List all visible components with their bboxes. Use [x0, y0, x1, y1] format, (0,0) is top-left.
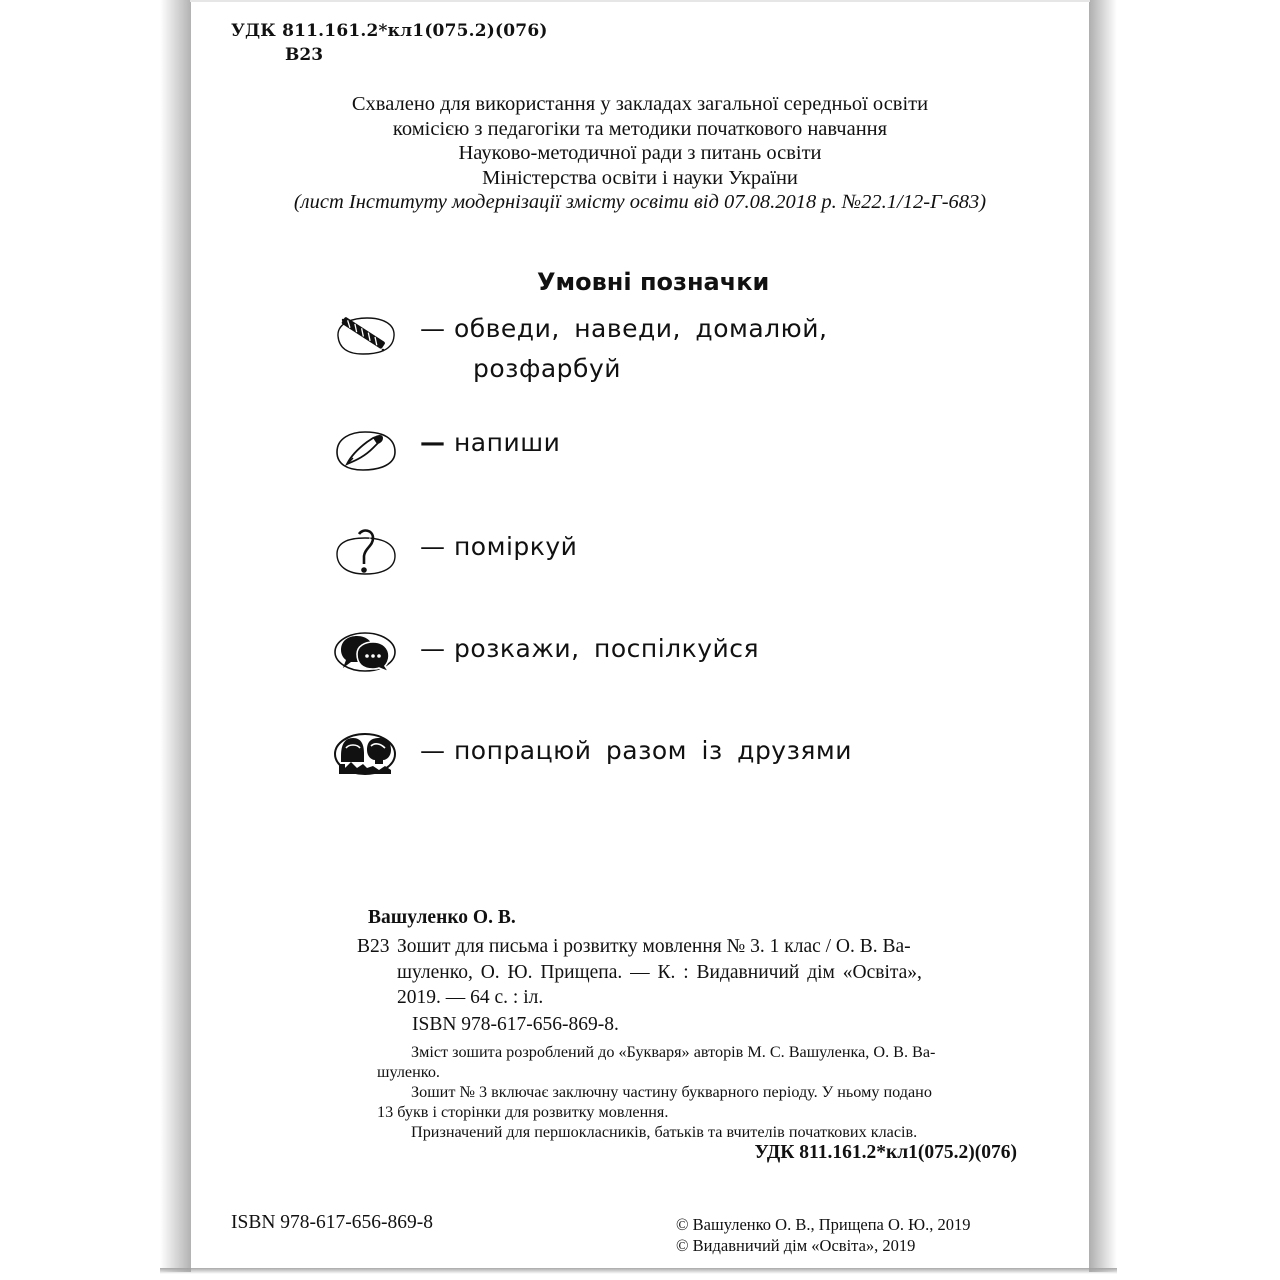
legend-label: поміркуй: [453, 532, 578, 561]
legend-dash: —: [420, 314, 446, 343]
page-shadow-left: [160, 0, 191, 1272]
catalog-author: Вашуленко О. В.: [368, 907, 516, 928]
pen-write-icon: [333, 424, 397, 474]
catalog-code: В23: [357, 936, 390, 957]
catalog-isbn: ISBN 978-617-656-869-8.: [412, 1014, 619, 1035]
legend-label: розкажи, поспілкуйся: [453, 634, 760, 663]
page-shadow-bottom: [160, 1268, 1117, 1274]
legend-label: напиши: [453, 428, 561, 457]
copyright-authors: © Вашуленко О. В., Прищепа О. Ю., 2019: [676, 1215, 971, 1234]
catalog-entry: [357, 934, 1022, 1011]
page-shadow-right: [1089, 0, 1117, 1272]
legend-title: Умовні позначки: [537, 268, 770, 296]
catalog-note-line: шуленко.: [377, 1063, 440, 1081]
approval-letter-reference: (лист Інституту модернізації змісту освіти від 07.08.2018 р. №22.1/12-Г-683): [293, 191, 987, 213]
approval-statement: [191, 92, 1089, 215]
approval-line: Схвалено для використання у закладах загальної середньої освіти: [351, 93, 929, 115]
catalog-entry-line: Зошит для письма і розвитку мовлення № 3. 1 клас / О. В. Ва-: [397, 936, 911, 957]
legend-label-continued: розфарбуй: [473, 354, 621, 383]
legend-label: обведи, наведи, домалюй,: [453, 314, 828, 343]
approval-line: комісією з педагогіки та методики початкового навчання: [392, 117, 888, 140]
catalog-note-line: Призначений для першокласників, батьків та вчителів початкових класів.: [411, 1123, 918, 1141]
approval-line: Науково-методичної ради з питань освіти: [458, 142, 822, 164]
document-page: [191, 2, 1089, 1268]
copyright-publisher: © Видавничий дім «Освіта», 2019: [676, 1236, 916, 1255]
catalog-note-line: Зміст зошита розроблений до «Букваря» авторів М. С. Вашуленка, О. В. Ва-: [411, 1043, 936, 1061]
catalog-note-line: 13 букв і сторінки для розвитку мовлення.: [377, 1103, 669, 1121]
legend-dash: —: [420, 736, 446, 765]
catalog-notes: [377, 1042, 1022, 1142]
catalog-entry-line: шуленко, О. Ю. Прищепа. — К. : Видавничий дім «Освіта»,: [397, 961, 922, 983]
approval-line: Міністерства освіти і науки України: [482, 166, 798, 189]
udk-code-bottom: УДК 811.161.2*кл1(075.2)(076): [754, 1142, 1017, 1163]
legend-dash: —: [420, 634, 446, 663]
legend-dash: —: [420, 532, 446, 561]
question-mark-icon: [333, 526, 397, 576]
two-friends-icon: [333, 730, 397, 780]
author-mark-top: В23: [285, 45, 324, 65]
legend-dash: —: [420, 428, 446, 457]
speech-bubbles-icon: [333, 628, 397, 678]
legend-label: попрацюй разом із друзями: [453, 736, 853, 765]
udk-code-top: УДК 811.161.2*кл1(075.2)(076): [231, 21, 548, 41]
catalog-entry-line: 2019. — 64 с. : іл.: [397, 987, 544, 1008]
pencil-trace-icon: [333, 310, 397, 360]
footer-isbn: ISBN 978-617-656-869-8: [231, 1212, 434, 1233]
catalog-note-line: Зошит № 3 включає заключну частину букварного періоду. У ньому подано: [411, 1083, 932, 1101]
